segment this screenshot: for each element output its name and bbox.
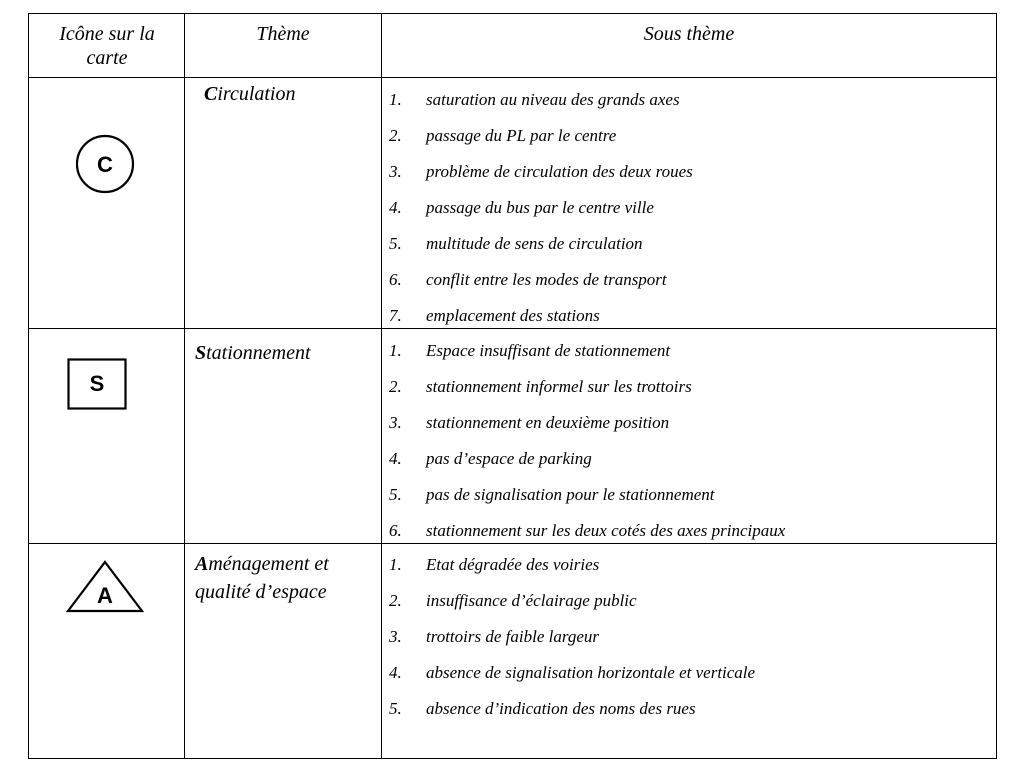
item-number: 5. [389, 699, 402, 718]
header-theme-column: Thème [256, 23, 310, 45]
triangle-icon [66, 560, 144, 614]
theme-initial: C [204, 83, 218, 105]
item-text: emplacement des stations [426, 306, 600, 325]
item-text: Espace insuffisant de stationnement [426, 341, 671, 360]
item-number: 4. [389, 198, 402, 217]
item-number: 5. [389, 234, 402, 253]
item-number: 1. [389, 90, 402, 109]
icon-letter: C [97, 152, 113, 177]
header-icon-column: Icône sur la carte [59, 23, 155, 69]
square-icon [67, 358, 129, 412]
item-text: Etat dégradée des voiries [426, 555, 600, 574]
theme-rest: irculation [217, 83, 296, 105]
theme-initial: A [195, 553, 209, 575]
column-divider-1 [184, 14, 185, 758]
circle-icon [75, 134, 135, 194]
item-text: passage du PL par le centre [426, 126, 617, 145]
item-text: saturation au niveau des grands axes [426, 90, 680, 109]
item-number: 3. [389, 162, 402, 181]
item-text: trottoirs de faible largeur [426, 627, 599, 646]
icon-letter: A [97, 583, 113, 608]
theme-amenagement [195, 552, 329, 576]
item-number: 1. [389, 341, 402, 360]
item-text: passage du bus par le centre ville [426, 198, 654, 217]
item-number: 4. [389, 449, 402, 468]
item-text: insuffisance d’éclairage public [426, 591, 637, 610]
item-text: problème de circulation des deux roues [426, 162, 693, 181]
item-number: 6. [389, 521, 402, 540]
item-number: 2. [389, 377, 402, 396]
row-divider-2 [29, 543, 996, 544]
item-text: stationnement en deuxième position [426, 413, 670, 432]
theme-initial: S [195, 342, 207, 364]
item-text: conflit entre les modes de transport [426, 270, 667, 289]
item-text: stationnement sur les deux cotés des axes principaux [426, 521, 786, 540]
item-number: 6. [389, 270, 402, 289]
item-number: 5. [389, 485, 402, 504]
item-number: 1. [389, 555, 402, 574]
header-divider [29, 77, 996, 78]
item-number: 2. [389, 591, 402, 610]
item-text: stationnement informel sur les trottoirs [426, 377, 692, 396]
item-text: pas de signalisation pour le stationnement [426, 485, 715, 504]
theme-amenagement-line2: qualité d’espace [195, 581, 327, 603]
item-number: 2. [389, 126, 402, 145]
item-number: 7. [389, 306, 402, 325]
themes-table [28, 13, 997, 759]
theme-rest: tationnement [206, 342, 311, 364]
column-divider-2 [381, 14, 382, 758]
item-text: multitude de sens de circulation [426, 234, 643, 253]
row-divider-1 [29, 328, 996, 329]
icon-letter: S [89, 371, 105, 396]
theme-stationnement [195, 341, 311, 365]
item-text: pas d’espace de parking [426, 449, 592, 468]
item-number: 3. [389, 413, 402, 432]
header-subtheme-column: Sous thème [643, 23, 735, 45]
item-number: 4. [389, 663, 402, 682]
item-text: absence d’indication des noms des rues [426, 699, 696, 718]
theme-circulation [204, 82, 296, 106]
item-number: 3. [389, 627, 402, 646]
theme-rest: ménagement et [208, 553, 329, 575]
item-text: absence de signalisation horizontale et verticale [426, 663, 756, 682]
